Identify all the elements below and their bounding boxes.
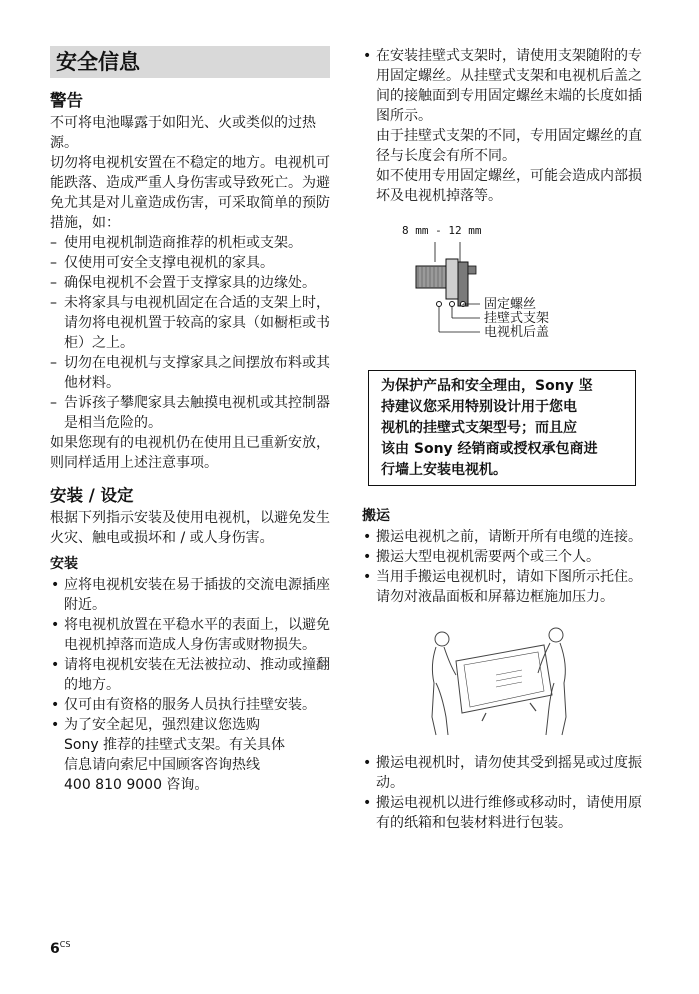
- transport-item: • 搬运大型电视机需要两个或三个人。: [362, 547, 644, 567]
- page-number-suffix: CS: [59, 940, 71, 949]
- right-column: [362, 46, 644, 833]
- install-item-line: Sony 推荐的挂壁式支架。有关具体: [64, 737, 286, 753]
- note-line: 行墙上安装电视机。: [381, 462, 507, 478]
- people-carrying-tv-illustration: [426, 625, 576, 737]
- page-number-value: 6: [50, 941, 60, 957]
- left-column: [50, 46, 330, 795]
- cover-label: 电视机后盖: [484, 325, 550, 340]
- recommendation-note: [368, 370, 636, 486]
- page-title: 安全信息: [50, 46, 330, 78]
- warning-heading: 警告: [50, 91, 83, 110]
- install-item: • 仅可由有资格的服务人员执行挂壁安装。: [50, 695, 330, 715]
- install-item-wall-bracket: [50, 715, 330, 795]
- bracket-screw-item: • 在安装挂壁式支架时，请使用支架随附的专用固定螺丝。从挂壁式支架和电视机后盖之间的接触面到专用固定螺丝末端的长度如插图所示。: [362, 46, 644, 126]
- warning-relocate: 如果您现有的电视机仍在使用且已重新安放，则同样适用上述注意事项。: [50, 435, 330, 471]
- transport-item: • 搬运电视机之前，请断开所有电缆的连接。: [362, 527, 644, 547]
- install-item-line: 400 810 9000 咨询。: [64, 777, 209, 793]
- install-item-line: 信息请向索尼中国顾客咨询热线: [64, 757, 260, 773]
- bracket-label: 挂壁式支架: [484, 311, 550, 326]
- note-line: 该由 Sony 经销商或授权承包商进: [381, 441, 598, 457]
- warning-item: – 切勿在电视机与支撑家具之间摆放布料或其他材料。: [50, 353, 330, 393]
- install-item: • 请将电视机安装在无法被拉动、推动或撞翻的地方。: [50, 655, 330, 695]
- warning-item: – 仅使用可安全支撑电视机的家具。: [50, 253, 330, 273]
- note-line: 持建议您采用特别设计用于您电: [381, 399, 577, 415]
- screw-diagram-figure: [362, 218, 602, 352]
- bracket-screw-note: 由于挂壁式支架的不同，专用固定螺丝的直径与长度会有所不同。: [376, 128, 642, 164]
- transport-heading: 搬运: [362, 508, 390, 524]
- install-item-line: • 为了安全起见，强烈建议您选购: [64, 717, 260, 733]
- warning-item: – 使用电视机制造商推荐的机柜或支架。: [50, 233, 330, 253]
- warning-battery: 不可将电池曝露于如阳光、火或类似的过热源。: [50, 115, 316, 151]
- screw-label: 固定螺丝: [484, 297, 537, 312]
- warning-item: – 确保电视机不会置于支撑家具的边缘处。: [50, 273, 330, 293]
- warning-unstable: 切勿将电视机安置在不稳定的地方。电视机可能跌落、造成严重人身伤害或导致死亡。为避免尤其是对儿童造成伤害，可采取简单的预防措施，如：: [50, 155, 330, 231]
- screw-diagram: [362, 218, 644, 352]
- bracket-screw-warning: 如不使用专用固定螺丝，可能会造成内部损坏及电视机掉落等。: [376, 168, 642, 204]
- warning-item: – 未将家具与电视机固定在合适的支架上时，请勿将电视机置于较高的家具（如橱柜或书柜）之上。: [50, 293, 330, 353]
- transport-item: • 当用手搬运电视机时，请如下图所示托住。请勿对液晶面板和屏幕边框施加压力。: [362, 567, 644, 607]
- note-line: 为保护产品和安全理由，Sony 坚: [381, 378, 593, 394]
- install-subheading: 安装: [50, 556, 78, 572]
- install-item: • 应将电视机安装在易于插拔的交流电源插座附近。: [50, 575, 330, 615]
- warning-item: – 告诉孩子攀爬家具去触摸电视机或其控制器是相当危险的。: [50, 393, 330, 433]
- transport-item: • 搬运电视机以进行维修或移动时，请使用原有的纸箱和包装材料进行包装。: [362, 793, 644, 833]
- install-intro: 根据下列指示安装及使用电视机，以避免发生火灾、触电或损坏和 / 或人身伤害。: [50, 510, 330, 546]
- dimension-label: 8 mm - 12 mm: [402, 224, 482, 237]
- transport-item: • 搬运电视机时，请勿使其受到摇晃或过度振动。: [362, 753, 644, 793]
- note-line: 视机的挂壁式支架型号；而且应: [381, 420, 577, 436]
- install-item: • 将电视机放置在平稳水平的表面上，以避免电视机掉落而造成人身伤害或财物损失。: [50, 615, 330, 655]
- page-number: [50, 940, 70, 957]
- install-heading: 安装 / 设定: [50, 486, 134, 505]
- carrying-illustration: [426, 625, 644, 741]
